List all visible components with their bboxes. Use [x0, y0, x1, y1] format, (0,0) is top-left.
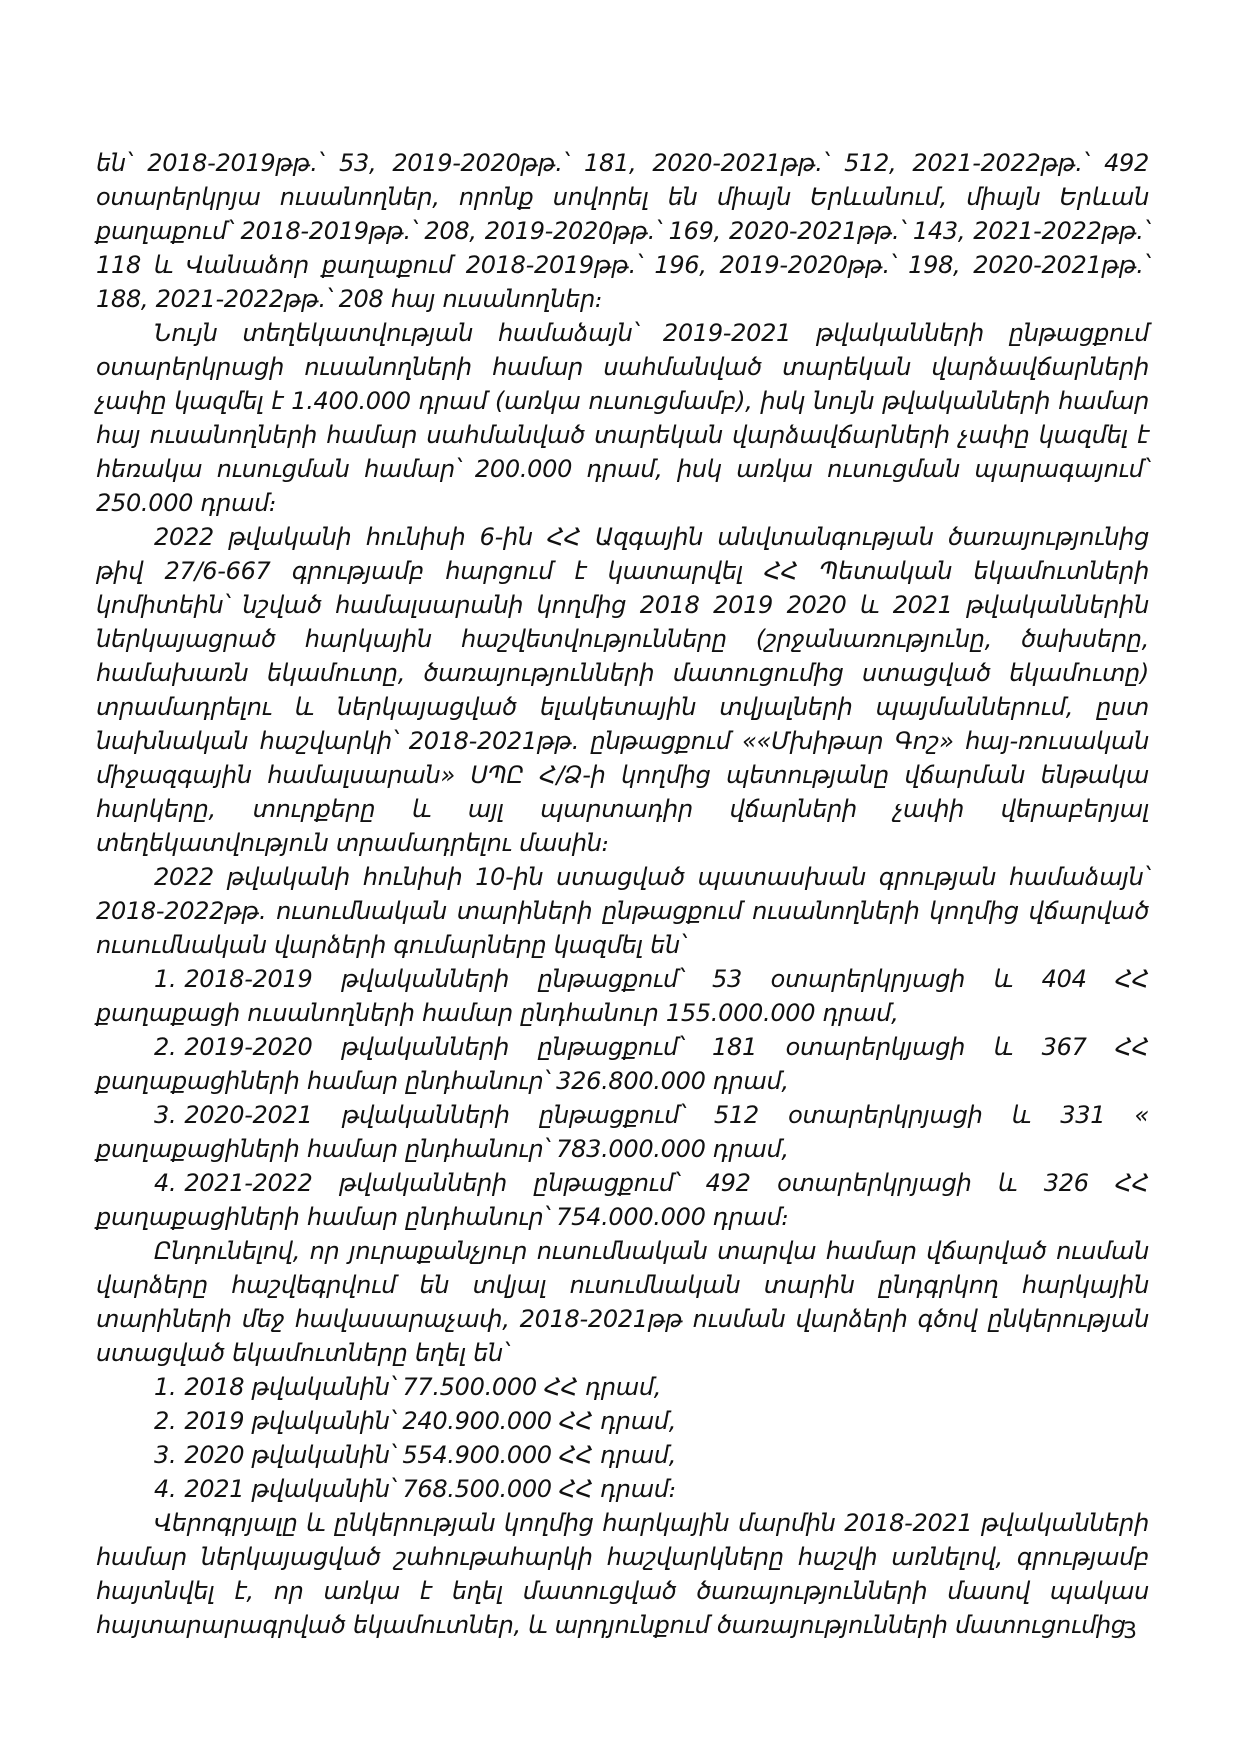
- list-item-number: 3.: [154, 1441, 177, 1469]
- list-item-text: 2020-2021 թվականների ընթացքում՝ 512 օտարերկրյացի և 331 « քաղաքացիների համար ընդհանուր՝ 783.000.000 դրամ,: [96, 1101, 1149, 1163]
- list-item-tax-year-3: [96, 1438, 1149, 1472]
- list-item-number: 2.: [154, 1033, 177, 1061]
- page-number: 3: [1123, 1619, 1137, 1644]
- list-item-text: 2021 թվականին՝ 768.500.000 ՀՀ դրամ։: [184, 1475, 677, 1503]
- paragraph-annual-tuition-fees: Նույն տեղեկատվության համաձայն՝ 2019-2021 թվականների ընթացքում օտարերկրացի ուսանողների համար սահմանված տարեկան վարձավճարների չափը կազմել է 1.400.000 դրամ (առկա ուսուցմամբ), իսկ նույն թվականների համար հայ ուսանողների համար սահմանված տարեկան վարձավճարների չափը կազմել է հեռակա ուսուցման համար՝ 200.000 դրամ, իսկ առկա ուսուցման պարագայում՝ 250.000 դրամ։: [96, 319, 1149, 517]
- list-item-number: 4.: [154, 1475, 177, 1503]
- list-item-academic-year-1: [96, 962, 1149, 1030]
- list-item-text: 2018-2019 թվականների ընթացքում՝ 53 օտարերկրյացի և 404 ՀՀ քաղաքացի ուսանողների համար ընդհանուր 155.000.000 դրամ,: [96, 965, 1149, 1027]
- list-item-number: 3.: [154, 1101, 177, 1129]
- paragraph-income-accrual-assumption: Ընդունելով, որ յուրաքանչյուր ուսումնական տարվա համար վճարված ուսման վարձերը հաշվեգրվում են տվյալ ուսումնական տարին ընդգրկող հարկային տարիների մեջ հավասարաչափ, 2018-2021թթ ուսման վարձերի գծով ընկերության ստացված եկամուտները եղել են՝: [96, 1237, 1149, 1367]
- list-item-text: 2019-2020 թվականների ընթացքում՝ 181 օտարերկյացի և 367 ՀՀ քաղաքացիների համար ընդհանուր՝ 326.800.000 դրամ,: [96, 1033, 1149, 1095]
- list-item-tax-year-2: [96, 1404, 1149, 1438]
- list-item-number: 1.: [154, 965, 177, 993]
- list-item-text: 2021-2022 թվականների ընթացքում՝ 492 օտարերկրյացի և 326 ՀՀ քաղաքացիների համար ընդհանուր՝ 754.000.000 դրամ։: [96, 1169, 1149, 1231]
- list-item-number: 1.: [154, 1373, 177, 1401]
- list-item-tax-year-1: [96, 1370, 1149, 1404]
- list-item-text: 2018 թվականին՝ 77.500.000 ՀՀ դրամ,: [184, 1373, 662, 1401]
- list-item-academic-year-3: [96, 1098, 1149, 1166]
- paragraph-nss-inquiry: 2022 թվականի հունիսի 6-ին ՀՀ Ազգային անվտանգության ծառայությունից թիվ 27/6-667 գրությամբ հարցում է կատարվել ՀՀ Պետական եկամուտների կոմիտեին՝ նշված համալսարանի կողմից 2018 2019 2020 և 2021 թվականներին ներկայացրած հարկային հաշվետվությունները (շրջանառությունը, ծախսերը, համախառն եկամուտը, ծառայությունների մատուցումից ստացված եկամուտը) տրամադրելու և ներկայացված ելակետային տվյալների պայմաններում, ըստ նախնական հաշվարկի՝ 2018-2021թթ. ընթացքում ««Մխիթար Գոշ» հայ-ռուսական միջազգային համալսարան» ՍՊԸ Հ/Ձ-ի կողմից պետությանը վճարման ենթակա հարկերը, տուրքերը և այլ պարտադիր վճարների չափի վերաբերյալ տեղեկատվություն տրամադրելու մասին։: [96, 523, 1149, 857]
- paragraph-understated-income-conclusion: Վերոգրյալը և ընկերության կողմից հարկային մարմին 2018-2021 թվականների համար ներկայացված շահութահարկի հաշվարկները հաշվի առնելով, գրությամբ հայտնվել է, որ առկա է եղել մատուցված ծառայությունների մասով պակաս հայտարարագրված եկամուտներ, և արդյունքում ծառայությունների մատուցումից: [96, 1509, 1149, 1639]
- list-item-text: 2019 թվականին՝ 240.900.000 ՀՀ դրամ,: [184, 1407, 677, 1435]
- list-item-academic-year-2: [96, 1030, 1149, 1098]
- document-body-text: [96, 146, 1149, 1642]
- paragraph-src-response-intro: 2022 թվականի հունիսի 10-ին ստացված պատասխան գրության համաձայն՝ 2018-2022թթ. ուսումնական տարիների ընթացքում ուսանողների կողմից վճարված ուսումնական վարձերի գումարները կազմել են՝: [96, 863, 1149, 959]
- list-item-academic-year-4: [96, 1166, 1149, 1234]
- list-item-number: 2.: [154, 1407, 177, 1435]
- list-item-text: 2020 թվականին՝ 554.900.000 ՀՀ դրամ,: [184, 1441, 677, 1469]
- paragraph-foreign-students-by-city: են՝ 2018-2019թթ.՝ 53, 2019-2020թթ.՝ 181, 2020-2021թթ.՝ 512, 2021-2022թթ.՝ 492 օտարերկրյա ուսանողներ, որոնք սովորել են միայն Երևանում, միայն Երևան քաղաքում՝ 2018-2019թթ.՝ 208, 2019-2020թթ.՝ 169, 2020-2021թթ.՝ 143, 2021-2022թթ.՝ 118 և Վանաձոր քաղաքում 2018-2019թթ.՝ 196, 2019-2020թթ.՝ 198, 2020-2021թթ.՝ 188, 2021-2022թթ.՝ 208 հայ ուսանողներ։: [96, 149, 1149, 313]
- list-item-number: 4.: [154, 1169, 177, 1197]
- list-item-tax-year-4: [96, 1472, 1149, 1506]
